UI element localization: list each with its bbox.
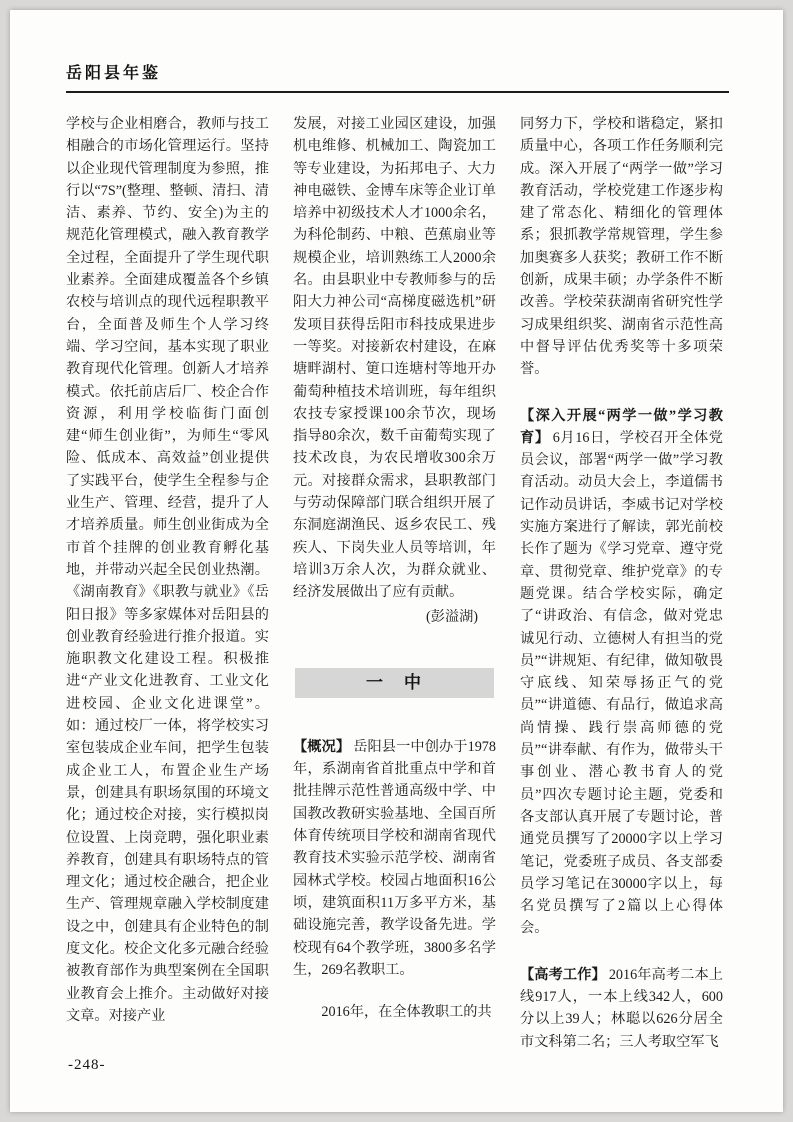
section-heading-box (295, 668, 494, 698)
section-heading-text: 一 中 (366, 672, 423, 692)
column-middle (293, 113, 496, 1053)
header-rule (66, 91, 729, 93)
entry-education (520, 405, 723, 940)
yearbook-page (10, 10, 783, 1112)
page-header-title: 岳阳县年鉴 (66, 65, 162, 82)
entry-education-text: 6月16日，学校召开全体党员会议，部署“两学一做”学习教育活动。动员大会上，李道儒书记作动员讲话，李威书记对学校实施方案进行了解读，郭光前校长作了题为《学习党章、遵守党章、贯彻党章、维护党章》的专题党课。结合学校实际，确定了“讲政治、有信念，做对党忠诚见行动、立德树人有担当的党员”“讲规矩、有纪律，做知敬畏守底线、知荣辱扬正气的党员”“讲道德、有品行，做追求高尚情操、践行崇高师德的党员”“讲奉献、有作为，做带头干事创业、潜心教书育人的党员”四次专题讨论主题，党委和各支部认真开展了专题讨论，普通党员撰写了20000字以上学习笔记，党委班子成员、各支部委员学习笔记在30000字以上，每名党员撰写了2篇以上心得体会。 (520, 429, 723, 937)
entry-gaokao-text: 2016年高考二本上线917人，一本上线342人，600分以上39人；林聪以626分居全市文科第二名；三人考取空军飞 (520, 966, 723, 1050)
left-column-paragraph: 学校与企业相磨合，教师与技工相融合的市场化管理运行。坚持以企业现代管理制度为参照，推行以“7S”(整理、整顿、清扫、清洁、素养、节约、安全)为主的规范化管理模式，融入教育教学全过程，全面提升了学生现代职业素养。全面建成覆盖各个乡镇农校与培训点的现代远程职教平台，全面普及师生个人学习终端、学习空间，基本实现了职业教育现代化管理。创新人才培养模式。依托前店后厂、校企合作资源，利用学校临街门面创建“师生创业街”，为师生“零风险、低成本、高效益”创业提供了实践平台，使学生全程参与企业生产、管理、经营，提升了人才培养质量。师生创业街成为全市首个挂牌的创业教育孵化基地，并带动兴起全民创业热潮。《湖南教育》《职教与就业》《岳阳日报》等多家媒体对岳阳县的创业教育经验进行推介报道。实施职教文化建设工程。积极推进“产业文化进教育、工业文化进校园、企业文化进课堂”。如：通过校厂一体，将学校实习室包装成企业车间，把学生包装成企业工人，布置企业生产场景，创建具有职场氛围的环境文化；通过校企对接，实行模拟岗位设置、上岗竞聘，强化职业素养教育，创建具有职场特点的管理文化；通过校企融合，把企业生产、管理规章融入学校制度建设之中，创建具有企业特色的制度文化。校企文化多元融合经验被教育部作为典型案例在全国职业教育会上推介。主动做好对接文章。对接产业 (66, 116, 269, 1024)
middle-column-continuation: 发展，对接工业园区建设，加强机电维修、机械加工、陶瓷加工等专业建设，为拓邦电子、大力神电磁铁、金博车床等企业订单培养中初级技术人才1000余名，为科伦制药、中粮、芭蕉扇业等规模企业，培训熟练工人2000余名。由县职业中专教师参与的岳阳大力神公司“高梯度磁选机”研发项目获得岳阳市科技成果进步一等奖。对接新农村建设，在麻塘畔湖村、筻口连塘村等地开办葡萄种植技术培训班，每年组织农技专家授课100余节次，现场指导80余次，数千亩葡萄实现了技术改良，为农民增收300余万元。对接群众需求，县职教部门与劳动保障部门联合组织开展了东洞庭湖渔民、返乡农民工、残疾人、下岗失业人员等培训，年培训3万余人次，为群众就业、经济发展做出了应有贡献。 (293, 116, 496, 601)
entry-overview (293, 736, 496, 981)
entry-overview-label: 【概况】 (293, 738, 351, 755)
right-column-continuation: 同努力下，学校和谐稳定，紧扣质量中心，各项工作任务顺利完成。深入开展了“两学一做”学习教育活动，学校党建工作逐步构建了常态化、精细化的管理体系；狠抓教学常规管理，学生参加奥赛多人获奖；教研工作不断创新，成果丰硕；办学条件不断改善。学校荣获湖南省研究性学习成果组织奖、湖南省示范性高中督导评估优秀奖等十多项荣誉。 (520, 116, 723, 378)
entry-gaokao (520, 964, 723, 1053)
page-number: -248- (68, 1057, 106, 1073)
entry-gaokao-label: 【高考工作】 (520, 966, 606, 983)
column-left (66, 113, 269, 1053)
entry-education-label: 【深入开展“两学一做”学习教育】 (520, 407, 723, 446)
page-header (66, 60, 729, 93)
author-signature: (彭溢湖) (425, 608, 478, 625)
entry-overview-text: 岳阳县一中创办于1978年，系湖南省首批重点中学和首批挂牌示范性普通高级中学、中国教改教研实验基地、全国百所体育传统项目学校和湖南省现代教育技术实验示范学校、湖南省园林式学校。校园占地面积16公顷，建筑面积11万多平方米，基础设施完善，教学设备先进。学校现有64个教学班，3800多名学生，269名教职工。 (293, 738, 496, 978)
column-right (520, 113, 723, 1053)
text-columns (66, 113, 729, 1053)
paragraph-2016: 2016年，在全体教职工的共 (321, 1004, 492, 1021)
